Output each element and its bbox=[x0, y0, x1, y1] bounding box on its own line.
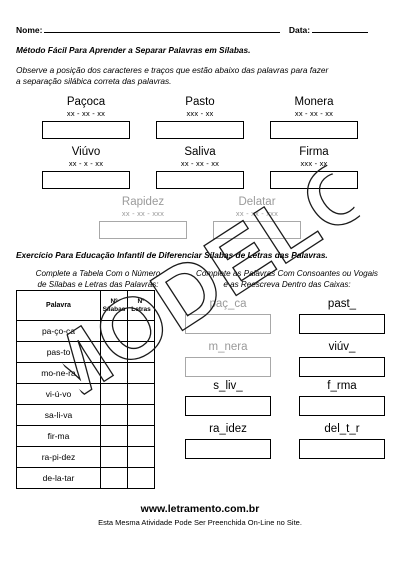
fill-item bbox=[299, 298, 385, 334]
letter-count-cell[interactable] bbox=[128, 363, 155, 384]
fill-instruction bbox=[190, 268, 384, 290]
word-label: Saliva bbox=[184, 146, 216, 158]
section1-title: Método Fácil Para Aprender a Separar Palavras em Sílabas. bbox=[16, 45, 251, 55]
table-row bbox=[17, 447, 155, 468]
word-label: Delatar bbox=[238, 196, 276, 208]
fill-word: del_t_r bbox=[324, 423, 360, 435]
fill-word: s_liv_ bbox=[213, 380, 243, 392]
row-word: mo-ne-ra bbox=[17, 363, 101, 384]
word-label: Paçoca bbox=[66, 96, 106, 108]
header-letters-line1: Nº bbox=[137, 297, 145, 305]
row-word: sa-li-va bbox=[17, 405, 101, 426]
answer-box[interactable] bbox=[156, 171, 244, 189]
letter-count-cell[interactable] bbox=[128, 321, 155, 342]
word-item bbox=[270, 96, 358, 139]
row-word: fir-ma bbox=[17, 426, 101, 447]
answer-box[interactable] bbox=[42, 171, 130, 189]
syllable-pattern: xx - xx - xxx bbox=[235, 209, 279, 218]
table-row bbox=[17, 363, 155, 384]
word-item bbox=[156, 96, 244, 139]
answer-box[interactable] bbox=[156, 121, 244, 139]
letter-count-cell[interactable] bbox=[128, 384, 155, 405]
answer-box[interactable] bbox=[99, 221, 187, 239]
table-instruction-line1: Complete a Tabela Com o Número bbox=[35, 269, 161, 278]
fill-answer-box[interactable] bbox=[299, 396, 385, 416]
site-url[interactable]: www.letramento.com.br bbox=[140, 503, 260, 515]
answer-box[interactable] bbox=[42, 121, 130, 139]
header-letters bbox=[128, 291, 155, 321]
word-item bbox=[99, 196, 187, 239]
word-label: Viúvo bbox=[71, 146, 101, 158]
header-letters-line2: Letras bbox=[131, 305, 151, 313]
fill-answer-box[interactable] bbox=[299, 439, 385, 459]
fill-instruction-line2: e as Reescreva Dentro das Caixas: bbox=[223, 280, 351, 289]
row-word: pas-to bbox=[17, 342, 101, 363]
fill-word: ra_idez bbox=[209, 423, 247, 435]
row-word: ra-pi-dez bbox=[17, 447, 101, 468]
answer-box[interactable] bbox=[213, 221, 301, 239]
date-line[interactable] bbox=[312, 24, 368, 33]
name-line[interactable] bbox=[44, 24, 280, 33]
syllable-count-cell[interactable] bbox=[101, 426, 128, 447]
letter-count-cell[interactable] bbox=[128, 426, 155, 447]
letter-count-cell[interactable] bbox=[128, 468, 155, 489]
syllable-pattern: xxx - xx bbox=[300, 159, 328, 168]
header-syllables bbox=[101, 291, 128, 321]
fill-word: paç_ca bbox=[209, 298, 247, 310]
header-syllables-line2: Sílabas bbox=[102, 305, 126, 313]
syllable-table bbox=[16, 290, 155, 489]
syllable-pattern: xx - xx - xxx bbox=[121, 209, 165, 218]
table-row bbox=[17, 342, 155, 363]
word-label: Pasto bbox=[185, 96, 215, 108]
fill-word: m_nera bbox=[208, 341, 248, 353]
syllable-count-cell[interactable] bbox=[101, 363, 128, 384]
fill-word: past_ bbox=[327, 298, 357, 310]
fill-answer-box[interactable] bbox=[299, 314, 385, 334]
word-item bbox=[42, 146, 130, 189]
section1-instruction-line2: a separação silábica correta das palavras. bbox=[16, 76, 172, 86]
header-syllables-line1: Nº bbox=[110, 297, 118, 305]
name-date-header bbox=[16, 24, 384, 35]
word-item bbox=[270, 146, 358, 189]
fill-answer-box[interactable] bbox=[185, 396, 271, 416]
fill-answer-box[interactable] bbox=[185, 314, 271, 334]
fill-instruction-line1: Complete as Palavras Com Consoantes ou Vogais bbox=[196, 269, 378, 278]
fill-item bbox=[185, 380, 271, 416]
table-row bbox=[17, 321, 155, 342]
name-label: Nome: bbox=[16, 25, 43, 35]
fill-item bbox=[185, 423, 271, 459]
date-label: Data: bbox=[288, 25, 311, 35]
header-word: Palavra bbox=[17, 291, 101, 321]
word-item bbox=[156, 146, 244, 189]
table-row bbox=[17, 426, 155, 447]
table-instruction-line2: de Sílabas e Letras das Palavras: bbox=[37, 280, 159, 289]
letter-count-cell[interactable] bbox=[128, 405, 155, 426]
word-item bbox=[42, 96, 130, 139]
word-label: Monera bbox=[294, 96, 334, 108]
online-note: Esta Mesma Atividade Pode Ser Preenchida On-Line no Site. bbox=[98, 518, 302, 527]
fill-word: f_rma bbox=[327, 380, 357, 392]
fill-item bbox=[185, 341, 271, 377]
watermark-text: MODELO bbox=[40, 149, 370, 411]
fill-answer-box[interactable] bbox=[185, 357, 271, 377]
fill-item bbox=[299, 341, 385, 377]
row-word: vi-ú-vo bbox=[17, 384, 101, 405]
syllable-count-cell[interactable] bbox=[101, 447, 128, 468]
syllable-pattern: xx - xx - xx bbox=[66, 109, 106, 118]
section1-instruction-line1: Observe a posição dos caracteres e traços que estão abaixo das palavras para fazer bbox=[16, 65, 329, 75]
fill-item bbox=[299, 423, 385, 459]
letter-count-cell[interactable] bbox=[128, 447, 155, 468]
syllable-pattern: xx - xx - xx bbox=[180, 159, 220, 168]
answer-box[interactable] bbox=[270, 171, 358, 189]
syllable-count-cell[interactable] bbox=[101, 321, 128, 342]
section1-instruction bbox=[16, 65, 376, 87]
fill-word: viúv_ bbox=[328, 341, 356, 353]
syllable-count-cell[interactable] bbox=[101, 342, 128, 363]
row-word: de-la-tar bbox=[17, 468, 101, 489]
table-row bbox=[17, 384, 155, 405]
word-label: Firma bbox=[299, 146, 329, 158]
section2-title: Exercício Para Educação Infantil de Diferenciar Sílabas de Letras das Palavras. bbox=[16, 250, 328, 260]
word-label: Rapidez bbox=[121, 196, 165, 208]
syllable-pattern: xx - x - xx bbox=[68, 159, 104, 168]
syllable-pattern: xx - xx - xx bbox=[294, 109, 334, 118]
table-row bbox=[17, 405, 155, 426]
fill-answer-box[interactable] bbox=[185, 439, 271, 459]
row-word: pa-ço-ca bbox=[17, 321, 101, 342]
syllable-count-cell[interactable] bbox=[101, 384, 128, 405]
answer-box[interactable] bbox=[270, 121, 358, 139]
fill-answer-box[interactable] bbox=[299, 357, 385, 377]
syllable-count-cell[interactable] bbox=[101, 405, 128, 426]
fill-item bbox=[185, 298, 271, 334]
table-header-row bbox=[17, 291, 155, 321]
word-item bbox=[213, 196, 301, 239]
letter-count-cell[interactable] bbox=[128, 342, 155, 363]
syllable-pattern: xxx - xx bbox=[186, 109, 214, 118]
syllable-count-cell[interactable] bbox=[101, 468, 128, 489]
table-instruction bbox=[16, 268, 180, 290]
fill-item bbox=[299, 380, 385, 416]
table-row bbox=[17, 468, 155, 489]
